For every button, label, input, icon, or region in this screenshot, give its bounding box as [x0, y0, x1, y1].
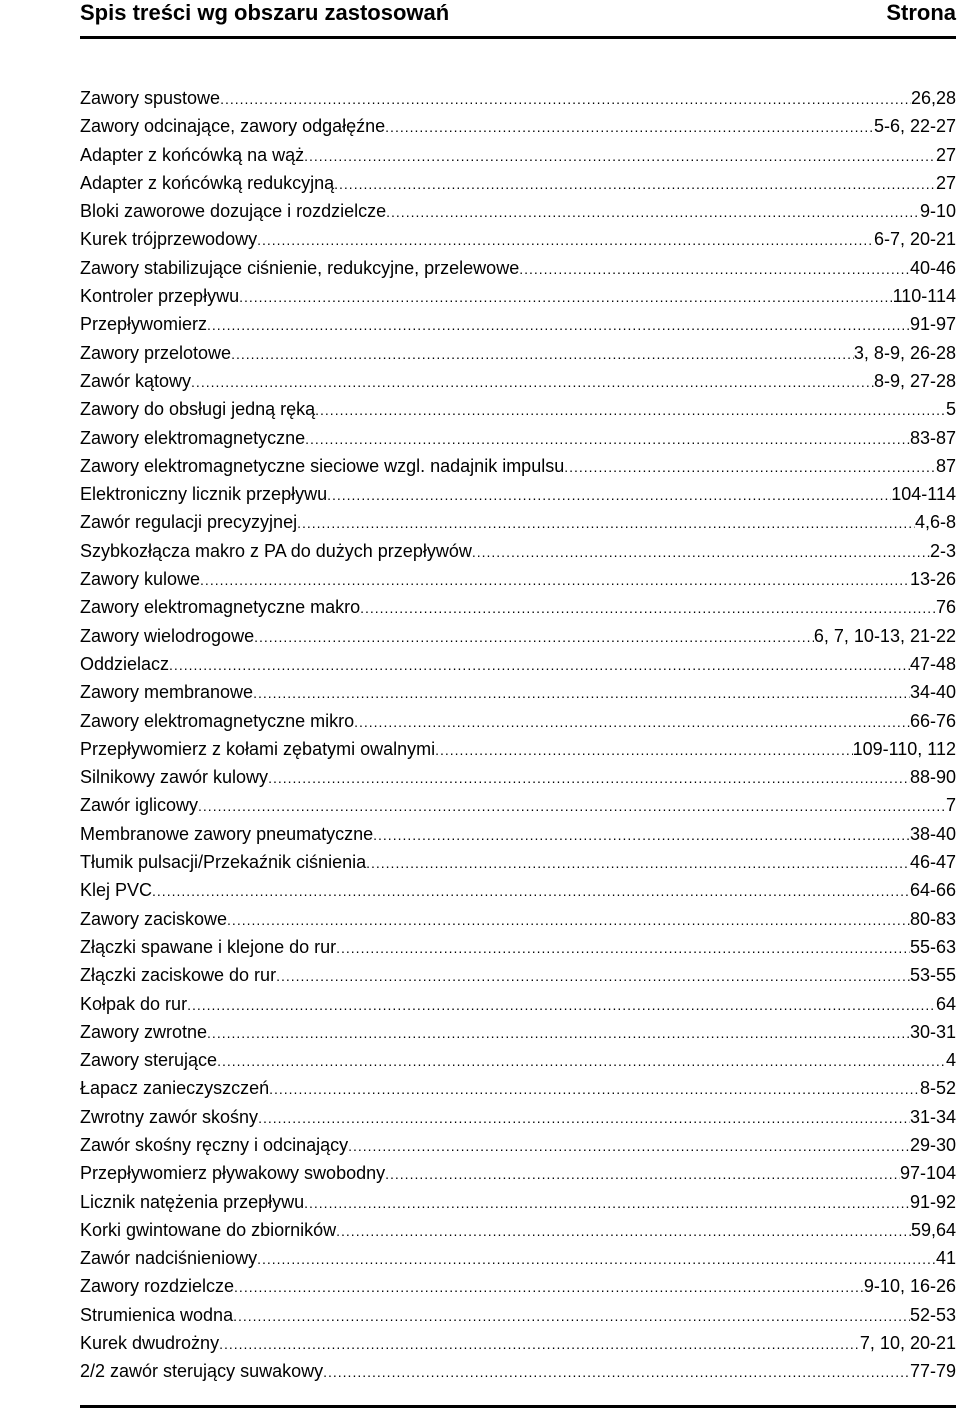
- toc-entry[interactable]: [80, 933, 956, 961]
- toc-entry-page: 30-31: [909, 1021, 956, 1042]
- toc-entry-page: 31-34: [909, 1106, 956, 1127]
- toc-entry-label: Zawory kulowe: [80, 569, 201, 590]
- toc-entry-label: Zawory do obsługi jedną ręką: [80, 399, 316, 420]
- toc-entry[interactable]: [80, 339, 956, 367]
- dot-leader: [373, 820, 910, 849]
- toc-entry-label: Zawory membranowe: [80, 682, 254, 703]
- toc-entry[interactable]: [80, 735, 956, 763]
- dot-leader: [276, 961, 910, 990]
- toc-entry-page: 8-52: [919, 1078, 956, 1099]
- toc-entry-label: Zawory elektromagnetyczne mikro: [80, 710, 355, 731]
- dot-leader: [220, 84, 911, 113]
- dot-leader: [219, 1329, 860, 1358]
- toc-entry-label: Adapter z końcówką redukcyjną: [80, 172, 335, 193]
- toc-entry-label: Korki gwintowane do zbiorników: [80, 1219, 337, 1240]
- dot-leader: [257, 225, 874, 254]
- dot-leader: [327, 480, 891, 509]
- toc-entry[interactable]: [80, 1301, 956, 1329]
- toc-entry-label: Kontroler przepływu: [80, 286, 240, 307]
- toc-entry-page: 64-66: [909, 880, 956, 901]
- toc-entry-page: 8-9, 27-28: [873, 370, 956, 391]
- dot-leader: [304, 1188, 910, 1217]
- toc-entry-label: Elektroniczny licznik przepływu: [80, 484, 328, 505]
- toc-entry-label: 2/2 zawór sterujący suwakowy: [80, 1361, 324, 1382]
- toc-entry-page: 29-30: [909, 1134, 956, 1155]
- toc-entry[interactable]: [80, 763, 956, 791]
- toc-entry-page: 27: [935, 144, 956, 165]
- toc-entry-page: 46-47: [909, 852, 956, 873]
- dot-leader: [187, 990, 936, 1019]
- toc-entry-page: 5: [945, 399, 956, 420]
- dot-leader: [200, 565, 910, 594]
- dot-leader: [257, 1244, 936, 1273]
- toc-entry[interactable]: [80, 84, 956, 112]
- toc-entry-label: Zawór iglicowy: [80, 795, 199, 816]
- dot-leader: [385, 112, 874, 141]
- toc-entry[interactable]: [80, 990, 956, 1018]
- toc-entry-page: 87: [935, 455, 956, 476]
- toc-entry[interactable]: [80, 310, 956, 338]
- dot-leader: [231, 339, 854, 368]
- toc-entry-label: Przepływomierz pływakowy swobodny: [80, 1163, 386, 1184]
- header-divider: [80, 36, 956, 39]
- toc-entry-page: 9-10: [919, 201, 956, 222]
- toc-entry-label: Bloki zaworowe dozujące i rozdzielcze: [80, 201, 387, 222]
- dot-leader: [519, 254, 910, 283]
- toc-entry[interactable]: [80, 480, 956, 508]
- dot-leader: [217, 1046, 946, 1075]
- toc-entry[interactable]: [80, 367, 956, 395]
- dot-leader: [472, 537, 930, 566]
- toc-entry[interactable]: [80, 225, 956, 253]
- dot-leader: [253, 678, 910, 707]
- dot-leader: [227, 905, 910, 934]
- dot-leader: [297, 508, 915, 537]
- toc-entry-label: Oddzielacz: [80, 653, 170, 674]
- dot-leader: [152, 876, 910, 905]
- dot-leader: [385, 1159, 900, 1188]
- dot-leader: [435, 735, 852, 764]
- toc-entry[interactable]: [80, 905, 956, 933]
- toc-entry-label: Zawory przelotowe: [80, 342, 232, 363]
- toc-entry[interactable]: [80, 1188, 956, 1216]
- toc-entry-label: Adapter z końcówką na wąż: [80, 144, 305, 165]
- toc-entry-page: 59,64: [910, 1219, 956, 1240]
- toc-entry[interactable]: [80, 1046, 956, 1074]
- dot-leader: [323, 1357, 910, 1386]
- toc-entry-page: 6, 7, 10-13, 21-22: [813, 625, 956, 646]
- toc-entry-label: Zawory odcinające, zawory odgałęźne: [80, 116, 386, 137]
- toc-entry[interactable]: [80, 622, 956, 650]
- toc-entry[interactable]: [80, 876, 956, 904]
- toc-entry-page: 5-6, 22-27: [873, 116, 956, 137]
- toc-entry-label: Złączki spawane i klejone do rur: [80, 936, 337, 957]
- toc-entry-label: Zawory sterujące: [80, 1050, 218, 1071]
- toc-entry-label: Zawory spustowe: [80, 88, 221, 108]
- toc-entry-page: 88-90: [909, 767, 956, 788]
- page-column-label: Strona: [886, 0, 956, 25]
- toc-entry-label: Tłumik pulsacji/Przekaźnik ciśnienia: [80, 852, 367, 873]
- dot-leader: [564, 452, 936, 481]
- toc-entry-label: Łapacz zanieczyszczeń: [80, 1078, 270, 1099]
- toc-entry[interactable]: [80, 565, 956, 593]
- dot-leader: [336, 1216, 911, 1245]
- toc-entry[interactable]: [80, 1018, 956, 1046]
- dot-leader: [348, 1131, 910, 1160]
- toc-entry-label: Zawory elektromagnetyczne: [80, 427, 306, 448]
- toc-entry-label: Membranowe zawory pneumatyczne: [80, 823, 374, 844]
- dot-leader: [233, 1301, 910, 1330]
- toc-entry-label: Zawory zaciskowe: [80, 908, 228, 929]
- toc-entry-page: 7, 10, 20-21: [859, 1333, 956, 1354]
- toc-entry-page: 3, 8-9, 26-28: [853, 342, 956, 363]
- dot-leader: [336, 933, 910, 962]
- toc-entry[interactable]: [80, 848, 956, 876]
- toc-entry[interactable]: [80, 424, 956, 452]
- toc-entry-label: Zwrotny zawór skośny: [80, 1106, 259, 1127]
- page-header: [80, 0, 956, 34]
- toc-entry-page: 80-83: [909, 908, 956, 929]
- toc-entry-label: Szybkozłącza makro z PA do dużych przepływów: [80, 540, 472, 561]
- toc-entry[interactable]: [80, 537, 956, 565]
- toc-entry-label: Zawór regulacji precyzyjnej: [80, 512, 298, 533]
- toc-entry[interactable]: [80, 1074, 956, 1102]
- dot-leader: [305, 424, 910, 453]
- dot-leader: [304, 141, 936, 170]
- toc-entry-label: Kołpak do rur: [80, 993, 188, 1014]
- toc-entry-page: 27: [935, 172, 956, 193]
- toc-entry-label: Zawory stabilizujące ciśnienie, redukcyjne, przelewowe: [80, 257, 520, 278]
- dot-leader: [191, 367, 874, 396]
- dot-leader: [207, 310, 910, 339]
- toc-entry-label: Przepływomierz: [80, 314, 208, 335]
- toc-entry[interactable]: [80, 791, 956, 819]
- toc-entry-label: Zawór kątowy: [80, 370, 192, 391]
- toc-entry-page: 83-87: [909, 427, 956, 448]
- toc-entry[interactable]: [80, 1216, 956, 1244]
- toc-entry[interactable]: [80, 508, 956, 536]
- toc-entry[interactable]: [80, 254, 956, 282]
- toc-entry[interactable]: [80, 1131, 956, 1159]
- toc-entry-page: 110-114: [892, 286, 956, 307]
- toc-entry-page: 41: [935, 1248, 956, 1269]
- toc-entry-page: 9-10, 16-26: [863, 1276, 956, 1297]
- toc-entry[interactable]: [80, 1357, 956, 1385]
- toc-entry[interactable]: [80, 1329, 956, 1357]
- toc-entry[interactable]: [80, 961, 956, 989]
- dot-leader: [269, 1074, 920, 1103]
- toc-entry-label: Klej PVC: [80, 880, 153, 901]
- toc-entry-page: 64: [935, 993, 956, 1014]
- toc-entry-page: 91-97: [909, 314, 956, 335]
- toc-entry[interactable]: [80, 452, 956, 480]
- table-of-contents: [80, 84, 956, 1386]
- dot-leader: [386, 197, 920, 226]
- dot-leader: [354, 707, 910, 736]
- toc-entry-label: Zawory elektromagnetyczne makro: [80, 597, 361, 618]
- toc-entry[interactable]: [80, 1159, 956, 1187]
- toc-entry-page: 77-79: [909, 1361, 956, 1382]
- toc-entry-label: Licznik natężenia przepływu: [80, 1191, 305, 1212]
- toc-entry-label: Zawór skośny ręczny i odcinający: [80, 1134, 349, 1155]
- toc-entry-page: 53-55: [909, 965, 956, 986]
- toc-entry[interactable]: [80, 395, 956, 423]
- toc-entry-label: Przepływomierz z kołami zębatymi owalnymi: [80, 738, 436, 759]
- dot-leader: [258, 1103, 910, 1132]
- footer-divider: [80, 1405, 956, 1408]
- toc-entry-page: 4,6-8: [914, 512, 956, 533]
- dot-leader: [239, 282, 893, 311]
- toc-entry-label: Strumienica wodna: [80, 1304, 234, 1325]
- dot-leader: [360, 593, 936, 622]
- toc-entry-page: 4: [945, 1050, 956, 1071]
- toc-entry-page: 26,28: [910, 88, 956, 108]
- toc-entry[interactable]: [80, 1103, 956, 1131]
- toc-entry-page: 2-3: [929, 540, 956, 561]
- toc-entry[interactable]: [80, 169, 956, 197]
- toc-entry-label: Zawory rozdzielcze: [80, 1276, 235, 1297]
- toc-entry-page: 76: [935, 597, 956, 618]
- dot-leader: [198, 791, 946, 820]
- toc-entry-label: Kurek trójprzewodowy: [80, 229, 258, 250]
- toc-entry-page: 52-53: [909, 1304, 956, 1325]
- toc-entry-page: 55-63: [909, 936, 956, 957]
- toc-entry[interactable]: [80, 197, 956, 225]
- toc-entry-page: 6-7, 20-21: [873, 229, 956, 250]
- dot-leader: [254, 622, 814, 651]
- toc-entry[interactable]: [80, 141, 956, 169]
- dot-leader: [169, 650, 910, 679]
- toc-entry-page: 40-46: [909, 257, 956, 278]
- toc-entry[interactable]: [80, 820, 956, 848]
- toc-entry-page: 47-48: [909, 653, 956, 674]
- toc-entry-label: Zawór nadciśnieniowy: [80, 1248, 258, 1269]
- dot-leader: [234, 1272, 864, 1301]
- toc-entry-page: 38-40: [909, 823, 956, 844]
- toc-entry[interactable]: [80, 1272, 956, 1300]
- page-title: Spis treści wg obszaru zastosowań: [80, 0, 450, 25]
- dot-leader: [366, 848, 910, 877]
- toc-entry[interactable]: [80, 707, 956, 735]
- toc-entry-label: Silnikowy zawór kulowy: [80, 767, 269, 788]
- toc-entry[interactable]: [80, 593, 956, 621]
- toc-entry-label: Zawory wielodrogowe: [80, 625, 255, 646]
- toc-entry[interactable]: [80, 112, 956, 140]
- toc-entry[interactable]: [80, 650, 956, 678]
- toc-entry-page: 91-92: [909, 1191, 956, 1212]
- toc-entry[interactable]: [80, 1244, 956, 1272]
- toc-entry[interactable]: [80, 282, 956, 310]
- toc-entry-page: 104-114: [891, 484, 956, 505]
- dot-leader: [334, 169, 936, 198]
- toc-entry-label: Zawory zwrotne: [80, 1021, 208, 1042]
- toc-entry-page: 97-104: [899, 1163, 956, 1184]
- dot-leader: [207, 1018, 910, 1047]
- toc-entry-label: Złączki zaciskowe do rur: [80, 965, 277, 986]
- toc-entry-label: Zawory elektromagnetyczne sieciowe wzgl. nadajnik impulsu: [80, 455, 565, 476]
- toc-entry-page: 34-40: [909, 682, 956, 703]
- toc-entry-page: 109-110, 112: [852, 738, 956, 759]
- toc-entry-page: 13-26: [909, 569, 956, 590]
- toc-entry[interactable]: [80, 678, 956, 706]
- toc-entry-page: 66-76: [909, 710, 956, 731]
- dot-leader: [268, 763, 910, 792]
- dot-leader: [315, 395, 946, 424]
- toc-entry-page: 7: [945, 795, 956, 816]
- toc-entry-label: Kurek dwudrożny: [80, 1333, 220, 1354]
